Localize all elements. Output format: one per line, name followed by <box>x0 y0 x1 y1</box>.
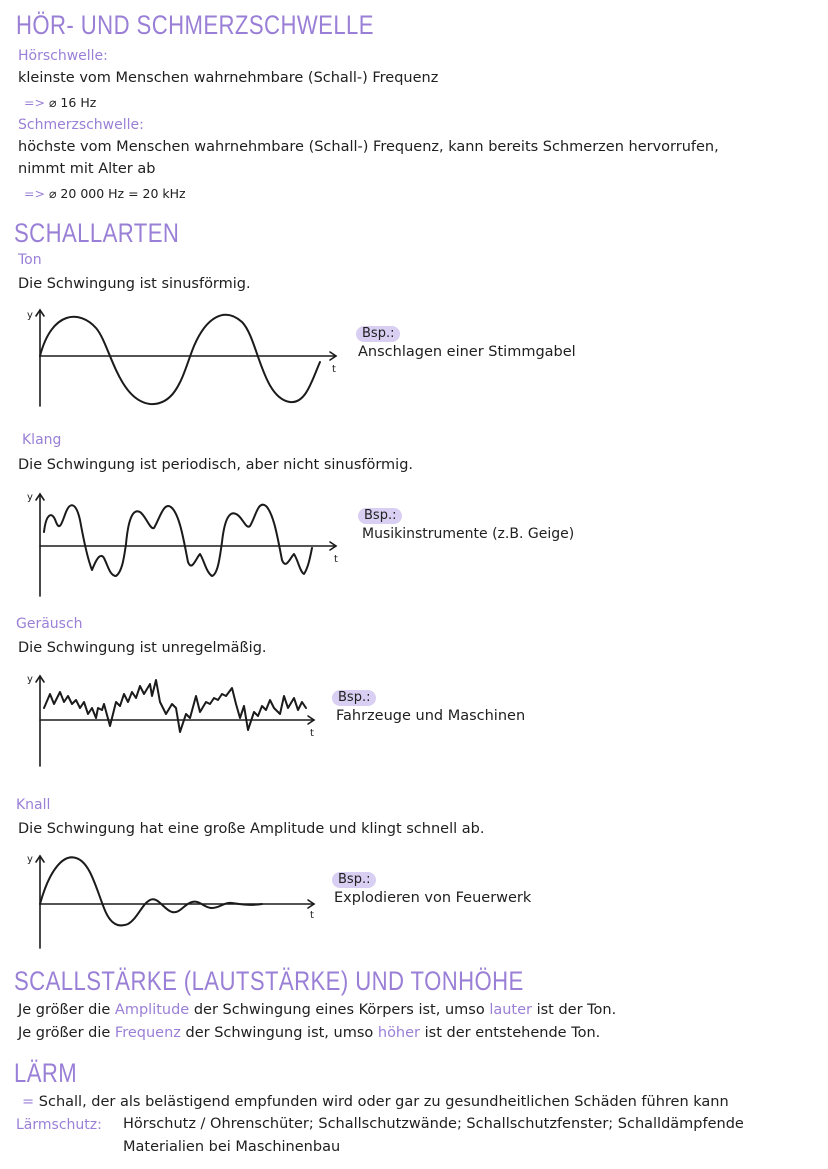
knall-bsp-badge: Bsp.: <box>332 868 376 888</box>
hoerschwelle-text: kleinste vom Menschen wahrnehmbare (Schall-) Frequenz <box>18 70 439 86</box>
schmerzschwelle-value-row <box>24 186 186 201</box>
hoerschwelle-value-row <box>24 95 96 110</box>
highlight-lauter: lauter <box>489 1002 532 1018</box>
geraeusch-curve <box>44 680 306 732</box>
frequenz-sentence: Je größer die Frequenz der Schwingung ist, umso höher ist der entstehende Ton. <box>18 1025 601 1041</box>
ton-example: Anschlagen einer Stimmgabel <box>358 344 576 360</box>
klang-example: Musikinstrumente (z.B. Geige) <box>362 526 575 542</box>
highlight-amplitude: Amplitude <box>114 1002 190 1018</box>
geraeusch-t-label: t <box>310 728 314 739</box>
geraeusch-y-label: y <box>27 674 33 685</box>
klang-y-label: y <box>27 492 33 503</box>
klang-waveform <box>0 486 360 606</box>
geraeusch-label: Geräusch <box>16 616 83 632</box>
ton-bsp-badge: Bsp.: <box>356 322 400 342</box>
knall-curve <box>40 857 262 925</box>
knall-label: Knall <box>16 797 51 813</box>
section-title-laerm: LÄRM <box>14 1058 78 1088</box>
ton-curve <box>40 315 320 404</box>
knall-t-label: t <box>310 910 314 921</box>
knall-waveform <box>0 848 340 954</box>
knall-example: Explodieren von Feuerwerk <box>334 890 532 906</box>
klang-bsp-badge: Bsp.: <box>358 504 402 524</box>
laermschutz-text-1: Hörschutz / Ohrenschüter; Schallschutzwände; Schallschutzfenster; Schalldämpfende <box>123 1116 744 1132</box>
schmerzschwelle-text-1: höchste vom Menschen wahrnehmbare (Schall-) Frequenz, kann bereits Schmerzen hervorrufen, <box>18 139 719 155</box>
ton-t-label: t <box>332 364 336 375</box>
section-title-hoer-schmerz: HÖR- UND SCHMERZSCHWELLE <box>16 10 374 40</box>
section-title-schallarten: SCHALLARTEN <box>14 218 180 248</box>
schmerzschwelle-value: ⌀ 20 000 Hz = 20 kHz <box>48 186 186 201</box>
equals-sign: = <box>22 1094 35 1110</box>
geraeusch-text: Die Schwingung ist unregelmäßig. <box>18 640 267 656</box>
schmerzschwelle-label: Schmerzschwelle: <box>18 117 144 133</box>
laermschutz-label: Lärmschutz: <box>16 1117 102 1133</box>
knall-y-label: y <box>27 854 33 865</box>
klang-curve <box>44 505 312 576</box>
knall-text: Die Schwingung hat eine große Amplitude und klingt schnell ab. <box>18 821 485 837</box>
hoerschwelle-value: ⌀ 16 Hz <box>48 95 97 110</box>
geraeusch-bsp-badge: Bsp.: <box>332 686 376 706</box>
klang-t-label: t <box>334 554 338 565</box>
laermschutz-text-2: Materialien bei Maschinenbau <box>123 1139 341 1155</box>
ton-waveform <box>0 300 360 415</box>
geraeusch-waveform <box>0 668 340 772</box>
highlight-hoeher: höher <box>377 1025 421 1041</box>
arrow-icon: => <box>24 95 45 110</box>
klang-label: Klang <box>22 432 62 448</box>
klang-text: Die Schwingung ist periodisch, aber nicht sinusförmig. <box>18 457 414 473</box>
arrow-icon: => <box>24 186 45 201</box>
schmerzschwelle-text-2: nimmt mit Alter ab <box>18 161 156 177</box>
amplitude-sentence: Je größer die Amplitude der Schwingung eines Körpers ist, umso lauter ist der Ton. <box>18 1002 617 1018</box>
hoerschwelle-label: Hörschwelle: <box>18 48 108 64</box>
geraeusch-example: Fahrzeuge und Maschinen <box>336 708 526 724</box>
highlight-frequenz: Frequenz <box>114 1025 181 1041</box>
ton-label: Ton <box>18 252 42 268</box>
ton-y-label: y <box>27 310 33 321</box>
section-title-schallstaerke: SCALLSTÄRKE (LAUTSTÄRKE) UND TONHÖHE <box>14 966 524 996</box>
ton-text: Die Schwingung ist sinusförmig. <box>18 276 251 292</box>
laerm-definition: = Schall, der als belästigend empfunden wird oder gar zu gesundheitlichen Schäden führen kann <box>22 1094 729 1110</box>
